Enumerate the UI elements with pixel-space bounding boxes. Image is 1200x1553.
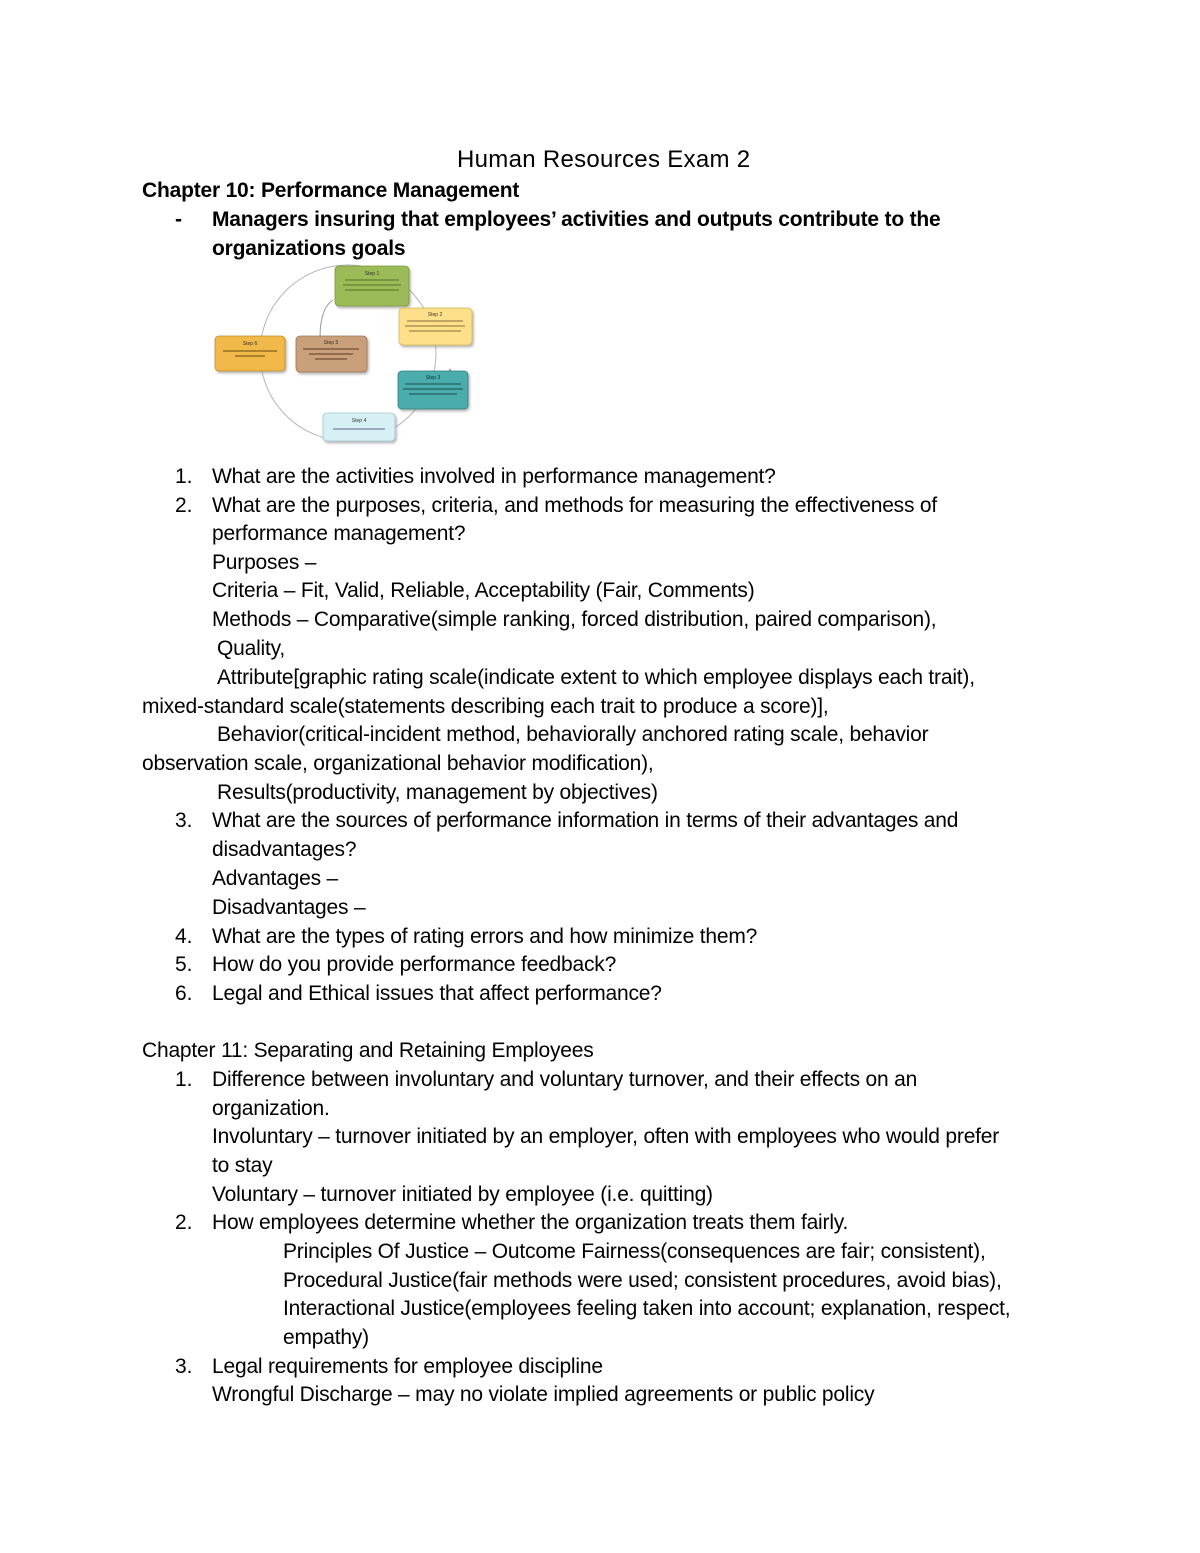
criteria-line: Criteria – Fit, Valid, Reliable, Acceptability (Fair, Comments) [212,579,755,602]
ch10-q1-number: 1. [175,465,193,488]
ch10-q5-text: How do you provide performance feedback? [212,953,617,976]
behavior-line-2: observation scale, organizational behavior modification), [142,752,654,775]
attribute-line-1: Attribute[graphic rating scale(indicate extent to which employee displays each trait), [217,666,975,689]
step-1-label: Step 1 [364,271,380,277]
results-line: Results(productivity, management by objectives) [217,781,658,804]
inner-arrow [320,300,333,338]
ch10-q5-number: 5. [175,953,193,976]
involuntary-line-2: to stay [212,1154,273,1177]
quality-line: Quality, [217,637,286,660]
ch10-q3-line-1: What are the sources of performance information in terms of their advantages and [212,809,959,832]
ch11-q2-number: 2. [175,1211,193,1234]
step-2-label: Step 2 [427,312,443,318]
ch10-q2-number: 2. [175,494,193,517]
ch10-q2-line-2: performance management? [212,522,466,545]
justice-line-1: Principles Of Justice – Outcome Fairness(consequences are fair; consistent), [283,1240,986,1263]
definition-line-2: organizations goals [212,237,406,260]
behavior-line-1: Behavior(critical-incident method, behaviorally anchored rating scale, behavior [217,723,929,746]
page-title: Human Resources Exam 2 [457,146,751,173]
voluntary-line: Voluntary – turnover initiated by employee (i.e. quitting) [212,1183,713,1206]
bullet-dash: - [175,208,182,231]
chapter-11-heading: Chapter 11: Separating and Retaining Employees [142,1039,594,1062]
justice-line-4: empathy) [283,1326,369,1349]
ch10-q6-text: Legal and Ethical issues that affect performance? [212,982,662,1005]
ch11-q3-number: 3. [175,1355,193,1378]
ch10-q4-number: 4. [175,925,193,948]
ch10-q4-text: What are the types of rating errors and how minimize them? [212,925,758,948]
ch11-q1-line-1: Difference between involuntary and voluntary turnover, and their effects on an [212,1068,918,1091]
step-4-label: Step 4 [351,418,367,424]
ch10-q2-line-1: What are the purposes, criteria, and methods for measuring the effectiveness of [212,494,938,517]
wrongful-discharge-line: Wrongful Discharge – may no violate implied agreements or public policy [212,1383,875,1406]
justice-line-2: Procedural Justice(fair methods were used; consistent procedures, avoid bias), [283,1269,1002,1292]
definition-line-1: Managers insuring that employees’ activities and outputs contribute to the [212,208,941,231]
performance-management-cycle-diagram [205,258,485,458]
ch10-q3-line-2: disadvantages? [212,838,357,861]
methods-line: Methods – Comparative(simple ranking, forced distribution, paired comparison), [212,608,937,631]
advantages-line: Advantages – [212,867,339,890]
ch10-q3-number: 3. [175,809,193,832]
ch11-q1-number: 1. [175,1068,193,1091]
ch11-q2-text: How employees determine whether the organization treats them fairly. [212,1211,849,1234]
attribute-line-2: mixed-standard scale(statements describing each trait to produce a score)], [142,695,829,718]
step-5-label: Step 5 [323,340,339,346]
involuntary-line-1: Involuntary – turnover initiated by an employer, often with employees who would prefer [212,1125,1000,1148]
disadvantages-line: Disadvantages – [212,896,366,919]
chapter-10-heading: Chapter 10: Performance Management [142,179,520,202]
ch10-q6-number: 6. [175,982,193,1005]
step-6-label: Step 6 [242,341,258,347]
step-3-label: Step 3 [425,375,441,381]
purposes-line: Purposes – [212,551,317,574]
ch11-q3-text: Legal requirements for employee discipline [212,1355,603,1378]
ch10-q1-text: What are the activities involved in performance management? [212,465,776,488]
ch11-q1-line-2: organization. [212,1097,330,1120]
justice-line-3: Interactional Justice(employees feeling taken into account; explanation, respect, [283,1297,1011,1320]
